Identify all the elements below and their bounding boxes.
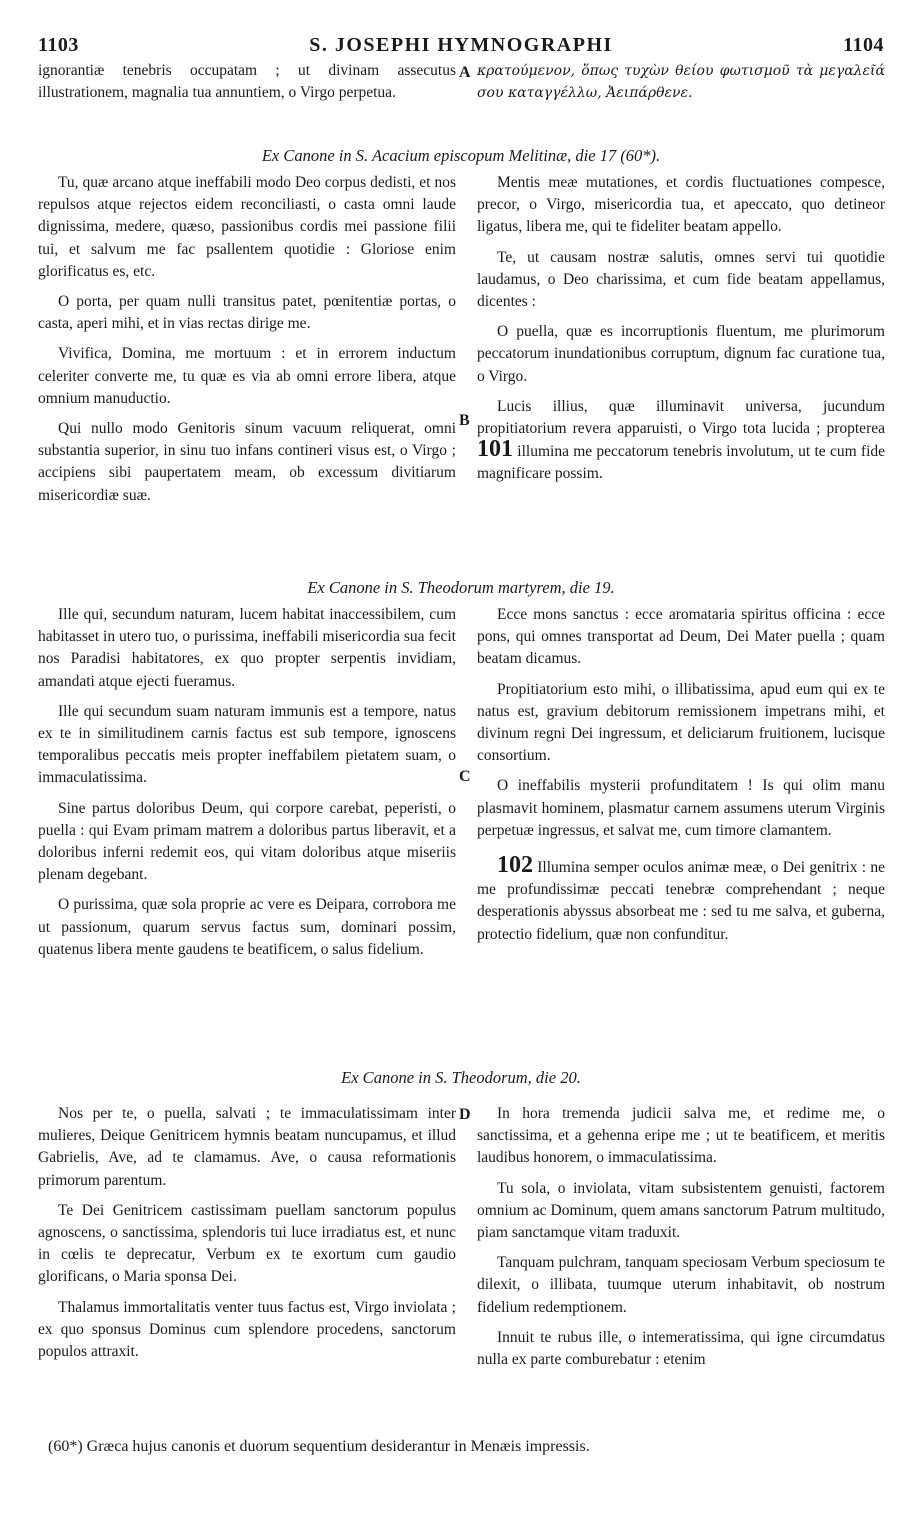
section3-left-column: [38, 1103, 456, 1363]
top-right-greek: [477, 60, 885, 104]
paragraph: Te Dei Genitricem castissimam puellam sanctorum populus agnoscens, o sanctissima, splendoris tui luce irradiatus est, et nunc in cœlis te deprecatur, Verbum ex te exortum cum gaudio glorificans, o Maria sponsa Dei.: [38, 1201, 456, 1286]
paragraph-text: Lucis illius, quæ illuminavit universa, jucundum propitiatorium revera apparuisti, o Virgo tota lucida ; propterea: [477, 397, 885, 438]
paragraph: O purissima, quæ sola proprie ac vere es Deipara, corrobora me ut passionum, quarum servus factus sum, dominari possim, quatenus libera mente gaudens te beatificem, o salus fidelium.: [38, 896, 456, 958]
footnote: (60*) Græca hujus canonis et duorum sequentium desiderantur in Menæis impressis.: [48, 1438, 590, 1455]
paragraph: Te, ut causam nostræ salutis, omnes servi tui quotidie laudamus, o Deo charissima, et cum fide beatam appellamus, dicentes :: [477, 248, 885, 311]
paragraph: Mentis meæ mutationes, et cordis fluctuationes compesce, precor, o Virgo, misericordia tua, et apeccato, quo detineor ligatus, libera me, qui te fideliter beatam appello.: [477, 174, 885, 236]
section-number-102: 102: [497, 852, 533, 879]
paragraph: Nos per te, o puella, salvati ; te immaculatissimam inter mulieres, Deique Genitricem hymnis beatam nuncupamus, et illud Gabrielis, Ave, ad te clamamus. Ave, o causa reformationis primorum parentum.: [38, 1105, 456, 1189]
margin-marker-d: D: [459, 1106, 471, 1123]
section1-left-column: [38, 172, 456, 507]
section-title-theodore-19: Ex Canone in S. Theodorum martyrem, die 19.: [307, 578, 615, 597]
paragraph: Ille qui, secundum naturam, lucem habitat inaccessibilem, cum habitasset in utero tuo, o purissima, ineffabili misericordia sua fecit nos Paradisi habitatores, ex quo propter serpentis invidiam, amandati atque ejecti fueramus.: [38, 606, 456, 690]
paragraph: O puella, quæ es incorruptionis fluentum, me plurimorum peccatorum inundationibus corruptum, dignum fac curatione tua, o Virgo.: [477, 323, 885, 385]
paragraph-with-number: [477, 852, 885, 946]
paragraph-with-number: [477, 396, 885, 486]
section1-right-column: [477, 172, 885, 486]
running-title: S. JOSEPHI HYMNOGRAPHI: [309, 34, 613, 56]
paragraph: Ille qui secundum suam naturam immunis est a tempore, natus ex te in similitudinem carnis factus est sub tempore, ignoscens temporalibus peccatis meis propter ineffabilem pietatem suam, o immaculatissima.: [38, 702, 456, 787]
paragraph: Tu, quæ arcano atque ineffabili modo Deo corpus dedisti, et nos repulsos atque rejectos eidem reconciliasti, o casta omni laude dignissima, medere, quæso, passionibus cordis mei passione filii tui, et salvum me fac psallentem quotidie : Gloriose enim glorificatus es, etc.: [38, 174, 456, 280]
margin-marker-b: B: [459, 412, 470, 429]
paragraph: O porta, per quam nulli transitus patet, pœnitentiæ portas, o casta, aperi mihi, et in vias rectas dirige me.: [38, 293, 456, 333]
page-number-left: 1103: [38, 34, 79, 56]
paragraph-text: illumina me peccatorum tenebris involutum, ut te cum fide magnificare possim.: [477, 443, 886, 483]
margin-marker-c: C: [459, 768, 471, 785]
section-title-theodore-20: Ex Canone in S. Theodorum, die 20.: [341, 1068, 581, 1087]
paragraph: Ecce mons sanctus : ecce aromataria spiritus officina : ecce pons, qui omnes transportat ad Deum, Dei Mater puella ; quam beatam dicamus.: [477, 606, 885, 668]
paragraph: Qui nullo modo Genitoris sinum vacuum reliquerat, omni substantia superior, in sinu tuo infans contineri visus est, o Virgo ; accipiens sibi paupertatem meam, ob excessum divitiarum misericordiæ suæ.: [38, 420, 456, 504]
section2-right-column: [477, 604, 885, 946]
margin-marker-a: A: [459, 64, 471, 81]
paragraph: Tanquam pulchram, tanquam speciosam Verbum speciosum te dilexit, o illibata, tuumque uterum inhabitavit, ob nostrum fidelium redemptionem.: [477, 1254, 885, 1316]
greek-paragraph: κρατούμενον, ὅπως τυχὼν θείου φωτισμοῦ τὰ μεγαλεῖά σου καταγγέλλω, Ἀειπάρθενε.: [477, 63, 885, 102]
paragraph: Vivifica, Domina, me mortuum : et in errorem inductum celeriter converte me, tu quæ es via ab omni errore libera, atque omnium manuductio.: [38, 345, 456, 407]
paragraph: Propitiatorium esto mihi, o illibatissima, apud eum qui ex te natus est, gravium debitorum remissionem impetrans mihi, et divinum regni Dei ingressum, et deliciarum fruitionem, lucisque consortium.: [477, 680, 885, 765]
paragraph: In hora tremenda judicii salva me, et redime me, o sanctissima, et a gehenna eripe me ; ut te beatificem, et meritis laudibus honorem, o immaculatissima.: [477, 1105, 885, 1167]
paragraph: O ineffabilis mysterii profunditatem ! Is qui olim manu plasmavit hominem, plasmatur carnem assumens uterum Virginis perpetuæ ingressus, et salvat me, cum timore clamantem.: [477, 777, 885, 839]
paragraph: Thalamus immortalitatis venter tuus factus est, Virgo inviolata ; ex quo sponsus Dominus cum splendore procedens, sanctorum populos attraxit.: [38, 1298, 456, 1361]
section-number-101: 101: [477, 436, 513, 463]
paragraph: ignorantiæ tenebris occupatam ; ut divinam assecutus illustrationem, magnalia tua annuntiem, o Virgo perpetua.: [38, 62, 456, 102]
paragraph: Tu sola, o inviolata, vitam subsistentem genuisti, factorem omnium ac Dominum, quem amans sanctorum Patrum multitudo, piam sanctamque vitam traduxit.: [477, 1179, 885, 1242]
page-number-right: 1104: [843, 34, 884, 56]
section2-left-column: [38, 604, 456, 961]
paragraph: Sine partus doloribus Deum, qui corpore carebat, peperisti, o puella : qui Evam primam matrem a doloribus partus liberavit, et a doloribus inferni redemit eos, qui vitam doloribus atque miseriis plenam degebant.: [38, 799, 456, 884]
section-title-acacius: Ex Canone in S. Acacium episcopum Melitinæ, die 17 (60*).: [261, 146, 661, 165]
paragraph-text: Illumina semper oculos animæ meæ, o Dei genitrix : ne me profundissimæ peccati tenebræ comprehendant ; neque desperationis abyssus absorbeat me : sed tu me salva, et guberna, protectio fidelium, quæ non confunditur.: [477, 859, 885, 943]
paragraph: Innuit te rubus ille, o intemeratissima, qui igne circumdatus nulla ex parte comburebatur : etenim: [477, 1328, 885, 1369]
top-left-continuation: [38, 60, 456, 104]
section3-right-column: [477, 1103, 885, 1371]
